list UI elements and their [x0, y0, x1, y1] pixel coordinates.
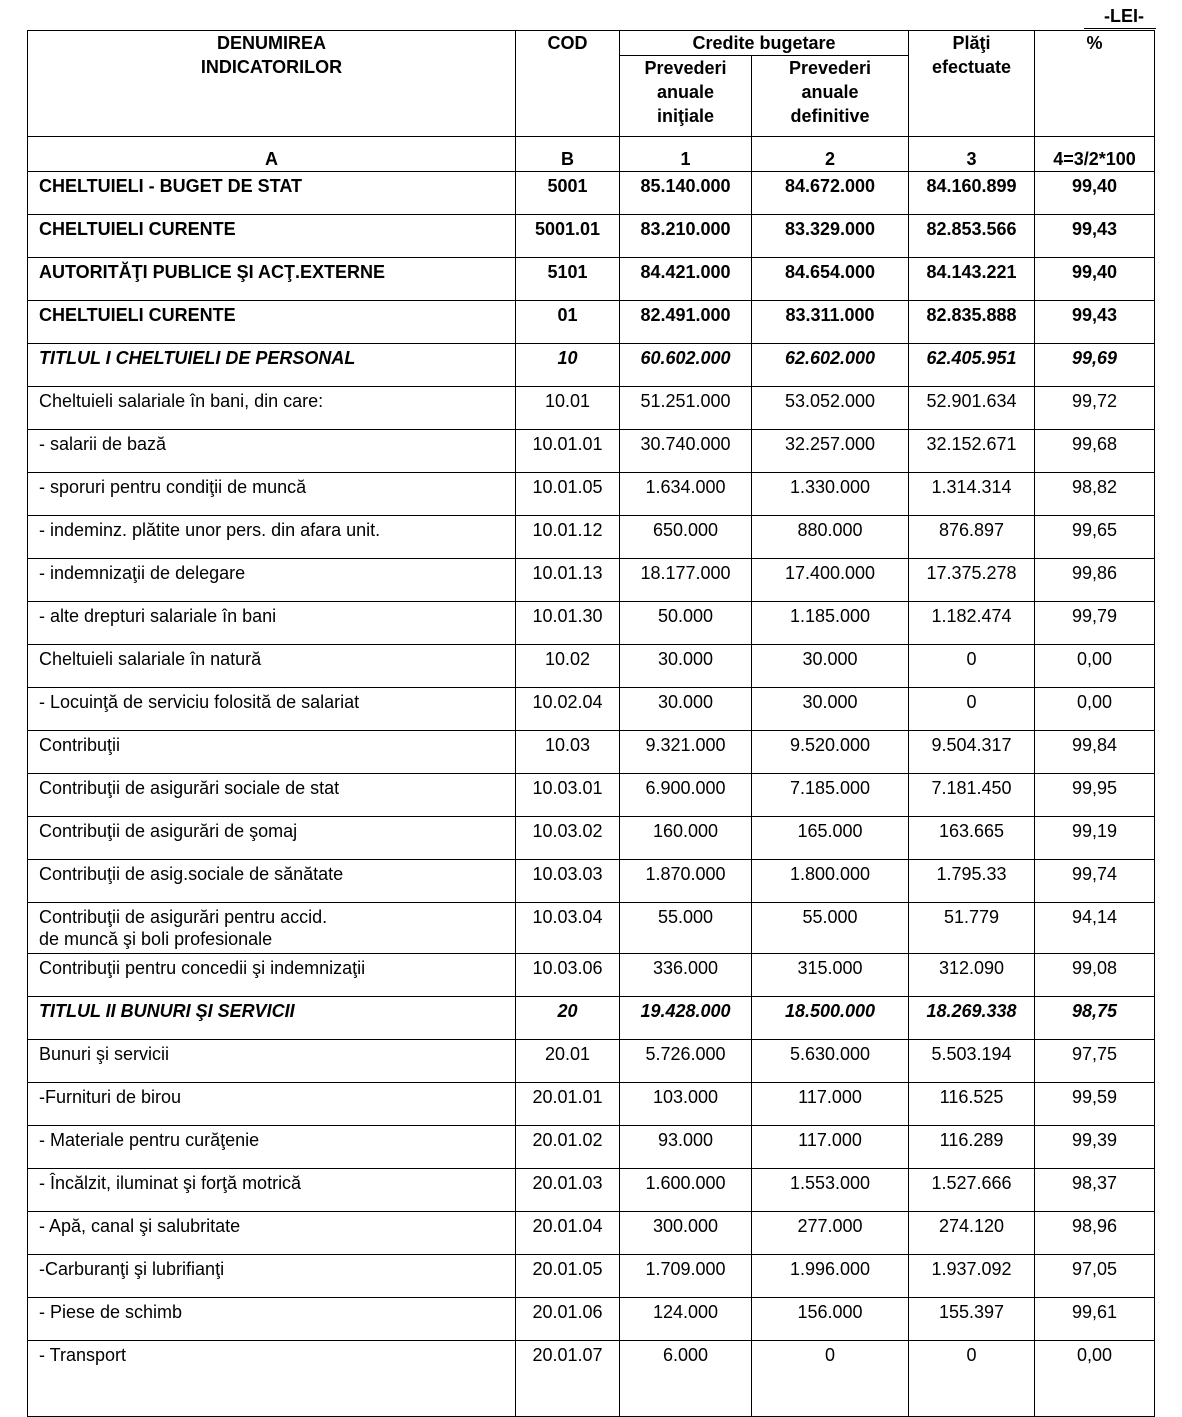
final-provision-cell: 30.000 [752, 645, 909, 688]
indicator-name-cell [28, 172, 516, 215]
indicator-name: CHELTUIELI CURENTE [39, 219, 236, 239]
final-provision-cell: 0 [752, 1341, 909, 1417]
indicator-name-cell [28, 645, 516, 688]
table-row [28, 954, 1155, 997]
indicator-name-cell [28, 1212, 516, 1255]
cod-cell: 5001.01 [516, 215, 620, 258]
cod-cell: 5001 [516, 172, 620, 215]
final-provision-cell: 1.185.000 [752, 602, 909, 645]
initial-provision-cell: 84.421.000 [620, 258, 752, 301]
indicator-name: - sporuri pentru condiţii de muncă [39, 477, 307, 497]
percent-cell: 0,00 [1035, 688, 1155, 731]
final-provision-cell: 18.500.000 [752, 997, 909, 1040]
initial-provision-cell: 30.740.000 [620, 430, 752, 473]
final-provision-cell: 17.400.000 [752, 559, 909, 602]
percent-cell: 99,08 [1035, 954, 1155, 997]
indicator-name-cell [28, 258, 516, 301]
percent-cell: 99,68 [1035, 430, 1155, 473]
indicator-name: -Furnituri de birou [39, 1087, 182, 1107]
final-provision-cell: 880.000 [752, 516, 909, 559]
payments-cell: 7.181.450 [909, 774, 1035, 817]
percent-cell: 99,69 [1035, 344, 1155, 387]
indicator-name-cell [28, 344, 516, 387]
final-provision-cell: 83.311.000 [752, 301, 909, 344]
percent-cell: 99,65 [1035, 516, 1155, 559]
table-row [28, 602, 1155, 645]
column-index-cell: 4=3/2*100 [1035, 137, 1155, 172]
indicator-name-cell [28, 774, 516, 817]
percent-cell: 99,40 [1035, 172, 1155, 215]
indicator-name: CHELTUIELI - BUGET DE STAT [39, 176, 302, 196]
percent-cell: 99,19 [1035, 817, 1155, 860]
column-index-cell: 1 [620, 137, 752, 172]
initial-provision-cell: 1.709.000 [620, 1255, 752, 1298]
percent-cell: 98,82 [1035, 473, 1155, 516]
indicator-name: TITLUL I CHELTUIELI DE PERSONAL [39, 348, 356, 368]
payments-cell: 82.835.888 [909, 301, 1035, 344]
payments-cell: 312.090 [909, 954, 1035, 997]
indicator-name-cell [28, 387, 516, 430]
cod-cell: 10 [516, 344, 620, 387]
table-header [28, 31, 1155, 172]
final-provision-cell: 55.000 [752, 903, 909, 954]
table-row [28, 997, 1155, 1040]
cod-cell: 10.02 [516, 645, 620, 688]
cod-cell: 20.01.06 [516, 1298, 620, 1341]
percent-cell: 99,79 [1035, 602, 1155, 645]
percent-cell: 99,95 [1035, 774, 1155, 817]
column-index-cell: A [28, 137, 516, 172]
payments-cell: 1.795.33 [909, 860, 1035, 903]
cod-cell: 5101 [516, 258, 620, 301]
initial-provision-cell: 85.140.000 [620, 172, 752, 215]
initial-provision-cell: 83.210.000 [620, 215, 752, 258]
final-provision-cell: 9.520.000 [752, 731, 909, 774]
percent-cell: 98,75 [1035, 997, 1155, 1040]
table-row [28, 1169, 1155, 1212]
indicator-name: -Carburanţi şi lubrifianţi [39, 1259, 225, 1279]
header-plati-efectuate: Plăţi efectuate [909, 31, 1035, 137]
table-row [28, 172, 1155, 215]
indicator-name: Bunuri şi servicii [39, 1044, 170, 1064]
indicator-name-cell [28, 602, 516, 645]
payments-cell: 1.182.474 [909, 602, 1035, 645]
indicator-name: - Locuinţă de serviciu folosită de salariat [39, 692, 360, 712]
indicator-name-cell [28, 301, 516, 344]
initial-provision-cell: 19.428.000 [620, 997, 752, 1040]
final-provision-cell: 84.654.000 [752, 258, 909, 301]
indicator-name: - Apă, canal şi salubritate [39, 1216, 241, 1236]
payments-cell: 116.289 [909, 1126, 1035, 1169]
cod-cell: 20.01.03 [516, 1169, 620, 1212]
unit-underline [1084, 28, 1156, 29]
table-row [28, 1255, 1155, 1298]
budget-execution-table [27, 30, 1155, 1417]
cod-cell: 20 [516, 997, 620, 1040]
indicator-name-cell [28, 860, 516, 903]
percent-cell: 98,96 [1035, 1212, 1155, 1255]
indicator-name-cell [28, 516, 516, 559]
cod-cell: 10.01.30 [516, 602, 620, 645]
payments-cell: 84.143.221 [909, 258, 1035, 301]
table-row [28, 258, 1155, 301]
percent-cell: 99,84 [1035, 731, 1155, 774]
indicator-name: - Transport [39, 1345, 127, 1365]
final-provision-cell: 277.000 [752, 1212, 909, 1255]
percent-cell: 99,40 [1035, 258, 1155, 301]
indicator-name: Contribuţii de asigurări de şomaj [39, 821, 298, 841]
percent-cell: 99,72 [1035, 387, 1155, 430]
payments-cell: 62.405.951 [909, 344, 1035, 387]
percent-cell: 99,74 [1035, 860, 1155, 903]
final-provision-cell: 156.000 [752, 1298, 909, 1341]
cod-cell: 10.01.01 [516, 430, 620, 473]
cod-cell: 10.03.01 [516, 774, 620, 817]
payments-cell: 51.779 [909, 903, 1035, 954]
indicator-name-cell [28, 1126, 516, 1169]
final-provision-cell: 117.000 [752, 1083, 909, 1126]
percent-cell: 99,43 [1035, 215, 1155, 258]
percent-cell: 0,00 [1035, 645, 1155, 688]
initial-provision-cell: 60.602.000 [620, 344, 752, 387]
column-index-row [28, 137, 1155, 172]
table-row [28, 387, 1155, 430]
initial-provision-cell: 300.000 [620, 1212, 752, 1255]
payments-cell: 155.397 [909, 1298, 1035, 1341]
table-row [28, 215, 1155, 258]
indicator-name: - Piese de schimb [39, 1302, 183, 1322]
indicator-name: Contribuţii [39, 735, 121, 755]
table-row [28, 1126, 1155, 1169]
initial-provision-cell: 124.000 [620, 1298, 752, 1341]
percent-cell: 0,00 [1035, 1341, 1155, 1417]
indicator-name: - salarii de bază [39, 434, 167, 454]
final-provision-cell: 1.330.000 [752, 473, 909, 516]
currency-unit-label: -LEI- [1104, 6, 1144, 26]
indicator-name: - Materiale pentru curăţenie [39, 1130, 260, 1150]
initial-provision-cell: 18.177.000 [620, 559, 752, 602]
percent-cell: 99,86 [1035, 559, 1155, 602]
final-provision-cell: 315.000 [752, 954, 909, 997]
payments-cell: 5.503.194 [909, 1040, 1035, 1083]
final-provision-cell: 32.257.000 [752, 430, 909, 473]
indicator-name-cell [28, 430, 516, 473]
header-indicator-name: DENUMIREA INDICATORILOR [28, 31, 516, 137]
cod-cell: 20.01.05 [516, 1255, 620, 1298]
indicator-name-cell [28, 997, 516, 1040]
percent-cell: 94,14 [1035, 903, 1155, 954]
percent-cell: 99,43 [1035, 301, 1155, 344]
indicator-name: Cheltuieli salariale în bani, din care: [39, 391, 324, 411]
percent-cell: 98,37 [1035, 1169, 1155, 1212]
table-row [28, 559, 1155, 602]
table-body [28, 172, 1155, 1417]
cod-cell: 01 [516, 301, 620, 344]
final-provision-cell: 7.185.000 [752, 774, 909, 817]
indicator-name-cell [28, 731, 516, 774]
final-provision-cell: 53.052.000 [752, 387, 909, 430]
indicator-name: Contribuţii de asig.sociale de sănătate [39, 864, 344, 884]
indicator-name-cell [28, 1083, 516, 1126]
initial-provision-cell: 93.000 [620, 1126, 752, 1169]
payments-cell: 116.525 [909, 1083, 1035, 1126]
initial-provision-cell: 6.900.000 [620, 774, 752, 817]
table-row [28, 1212, 1155, 1255]
payments-cell: 1.314.314 [909, 473, 1035, 516]
payments-cell: 9.504.317 [909, 731, 1035, 774]
table-row [28, 774, 1155, 817]
initial-provision-cell: 51.251.000 [620, 387, 752, 430]
payments-cell: 17.375.278 [909, 559, 1035, 602]
initial-provision-cell: 336.000 [620, 954, 752, 997]
payments-cell: 0 [909, 1341, 1035, 1417]
payments-cell: 163.665 [909, 817, 1035, 860]
payments-cell: 274.120 [909, 1212, 1035, 1255]
table-row [28, 1298, 1155, 1341]
indicator-name: Contribuţii pentru concedii şi indemnizaţii [39, 958, 366, 978]
cod-cell: 10.01.12 [516, 516, 620, 559]
column-index-cell: 2 [752, 137, 909, 172]
indicator-name-cell [28, 1341, 516, 1417]
indicator-name: TITLUL II BUNURI ŞI SERVICII [39, 1001, 295, 1021]
indicator-name: - indemnizaţii de delegare [39, 563, 246, 583]
initial-provision-cell: 103.000 [620, 1083, 752, 1126]
initial-provision-cell: 160.000 [620, 817, 752, 860]
indicator-name-cell [28, 817, 516, 860]
payments-cell: 32.152.671 [909, 430, 1035, 473]
final-provision-cell: 117.000 [752, 1126, 909, 1169]
indicator-name-cell [28, 1169, 516, 1212]
table-row [28, 430, 1155, 473]
payments-cell: 52.901.634 [909, 387, 1035, 430]
table-row [28, 301, 1155, 344]
table-row [28, 1341, 1155, 1417]
initial-provision-cell: 5.726.000 [620, 1040, 752, 1083]
initial-provision-cell: 1.634.000 [620, 473, 752, 516]
table-row [28, 1083, 1155, 1126]
table-row [28, 860, 1155, 903]
column-index-cell: B [516, 137, 620, 172]
initial-provision-cell: 30.000 [620, 688, 752, 731]
indicator-name-cell [28, 215, 516, 258]
indicator-name: AUTORITĂŢI PUBLICE ŞI ACŢ.EXTERNE [39, 262, 386, 282]
final-provision-cell: 30.000 [752, 688, 909, 731]
final-provision-cell: 1.553.000 [752, 1169, 909, 1212]
indicator-name: Contribuţii de asigurări pentru accid. [39, 907, 328, 927]
initial-provision-cell: 55.000 [620, 903, 752, 954]
table-row [28, 817, 1155, 860]
percent-cell: 99,39 [1035, 1126, 1155, 1169]
percent-cell: 97,75 [1035, 1040, 1155, 1083]
cod-cell: 10.01 [516, 387, 620, 430]
indicator-name: - Încălzit, iluminat şi forţă motrică [39, 1173, 302, 1193]
cod-cell: 10.03.02 [516, 817, 620, 860]
indicator-name: Contribuţii de asigurări sociale de stat [39, 778, 340, 798]
indicator-name-cell [28, 954, 516, 997]
table-row [28, 645, 1155, 688]
payments-cell: 84.160.899 [909, 172, 1035, 215]
cod-cell: 10.01.13 [516, 559, 620, 602]
initial-provision-cell: 82.491.000 [620, 301, 752, 344]
table-row [28, 1040, 1155, 1083]
cod-cell: 10.03 [516, 731, 620, 774]
initial-provision-cell: 9.321.000 [620, 731, 752, 774]
final-provision-cell: 83.329.000 [752, 215, 909, 258]
table-row [28, 473, 1155, 516]
initial-provision-cell: 1.870.000 [620, 860, 752, 903]
cod-cell: 10.02.04 [516, 688, 620, 731]
payments-cell: 1.527.666 [909, 1169, 1035, 1212]
indicator-name-cell [28, 1255, 516, 1298]
indicator-name-cell [28, 1298, 516, 1341]
indicator-name-cell [28, 688, 516, 731]
payments-cell: 876.897 [909, 516, 1035, 559]
indicator-name-cell [28, 473, 516, 516]
header-percent: % [1035, 31, 1155, 137]
initial-provision-cell: 30.000 [620, 645, 752, 688]
header-credite-bugetare: Credite bugetare [620, 31, 909, 56]
final-provision-cell: 5.630.000 [752, 1040, 909, 1083]
cod-cell: 10.03.04 [516, 903, 620, 954]
table-row [28, 516, 1155, 559]
final-provision-cell: 62.602.000 [752, 344, 909, 387]
final-provision-cell: 165.000 [752, 817, 909, 860]
initial-provision-cell: 50.000 [620, 602, 752, 645]
payments-cell: 82.853.566 [909, 215, 1035, 258]
final-provision-cell: 84.672.000 [752, 172, 909, 215]
indicator-name-cell [28, 903, 516, 954]
column-index-cell: 3 [909, 137, 1035, 172]
initial-provision-cell: 6.000 [620, 1341, 752, 1417]
cod-cell: 20.01 [516, 1040, 620, 1083]
cod-cell: 20.01.07 [516, 1341, 620, 1417]
percent-cell: 99,59 [1035, 1083, 1155, 1126]
initial-provision-cell: 650.000 [620, 516, 752, 559]
indicator-name: de muncă şi boli profesionale [39, 929, 273, 949]
percent-cell: 99,61 [1035, 1298, 1155, 1341]
payments-cell: 18.269.338 [909, 997, 1035, 1040]
header-prevederi-definitive: Prevederi anuale definitive [752, 56, 909, 137]
indicator-name-cell [28, 1040, 516, 1083]
indicator-name-cell [28, 559, 516, 602]
indicator-name: - alte drepturi salariale în bani [39, 606, 277, 626]
cod-cell: 10.03.06 [516, 954, 620, 997]
cod-cell: 20.01.02 [516, 1126, 620, 1169]
table-row [28, 344, 1155, 387]
header-cod: COD [516, 31, 620, 137]
indicator-name: Cheltuieli salariale în natură [39, 649, 262, 669]
cod-cell: 20.01.01 [516, 1083, 620, 1126]
payments-cell: 0 [909, 645, 1035, 688]
table-row [28, 731, 1155, 774]
cod-cell: 20.01.04 [516, 1212, 620, 1255]
percent-cell: 97,05 [1035, 1255, 1155, 1298]
table-row [28, 688, 1155, 731]
payments-cell: 0 [909, 688, 1035, 731]
payments-cell: 1.937.092 [909, 1255, 1035, 1298]
table-row [28, 903, 1155, 954]
final-provision-cell: 1.996.000 [752, 1255, 909, 1298]
initial-provision-cell: 1.600.000 [620, 1169, 752, 1212]
cod-cell: 10.01.05 [516, 473, 620, 516]
cod-cell: 10.03.03 [516, 860, 620, 903]
indicator-name: CHELTUIELI CURENTE [39, 305, 236, 325]
final-provision-cell: 1.800.000 [752, 860, 909, 903]
header-prevederi-initiale: Prevederi anuale iniţiale [620, 56, 752, 137]
indicator-name: - indeminz. plătite unor pers. din afara unit. [39, 520, 381, 540]
